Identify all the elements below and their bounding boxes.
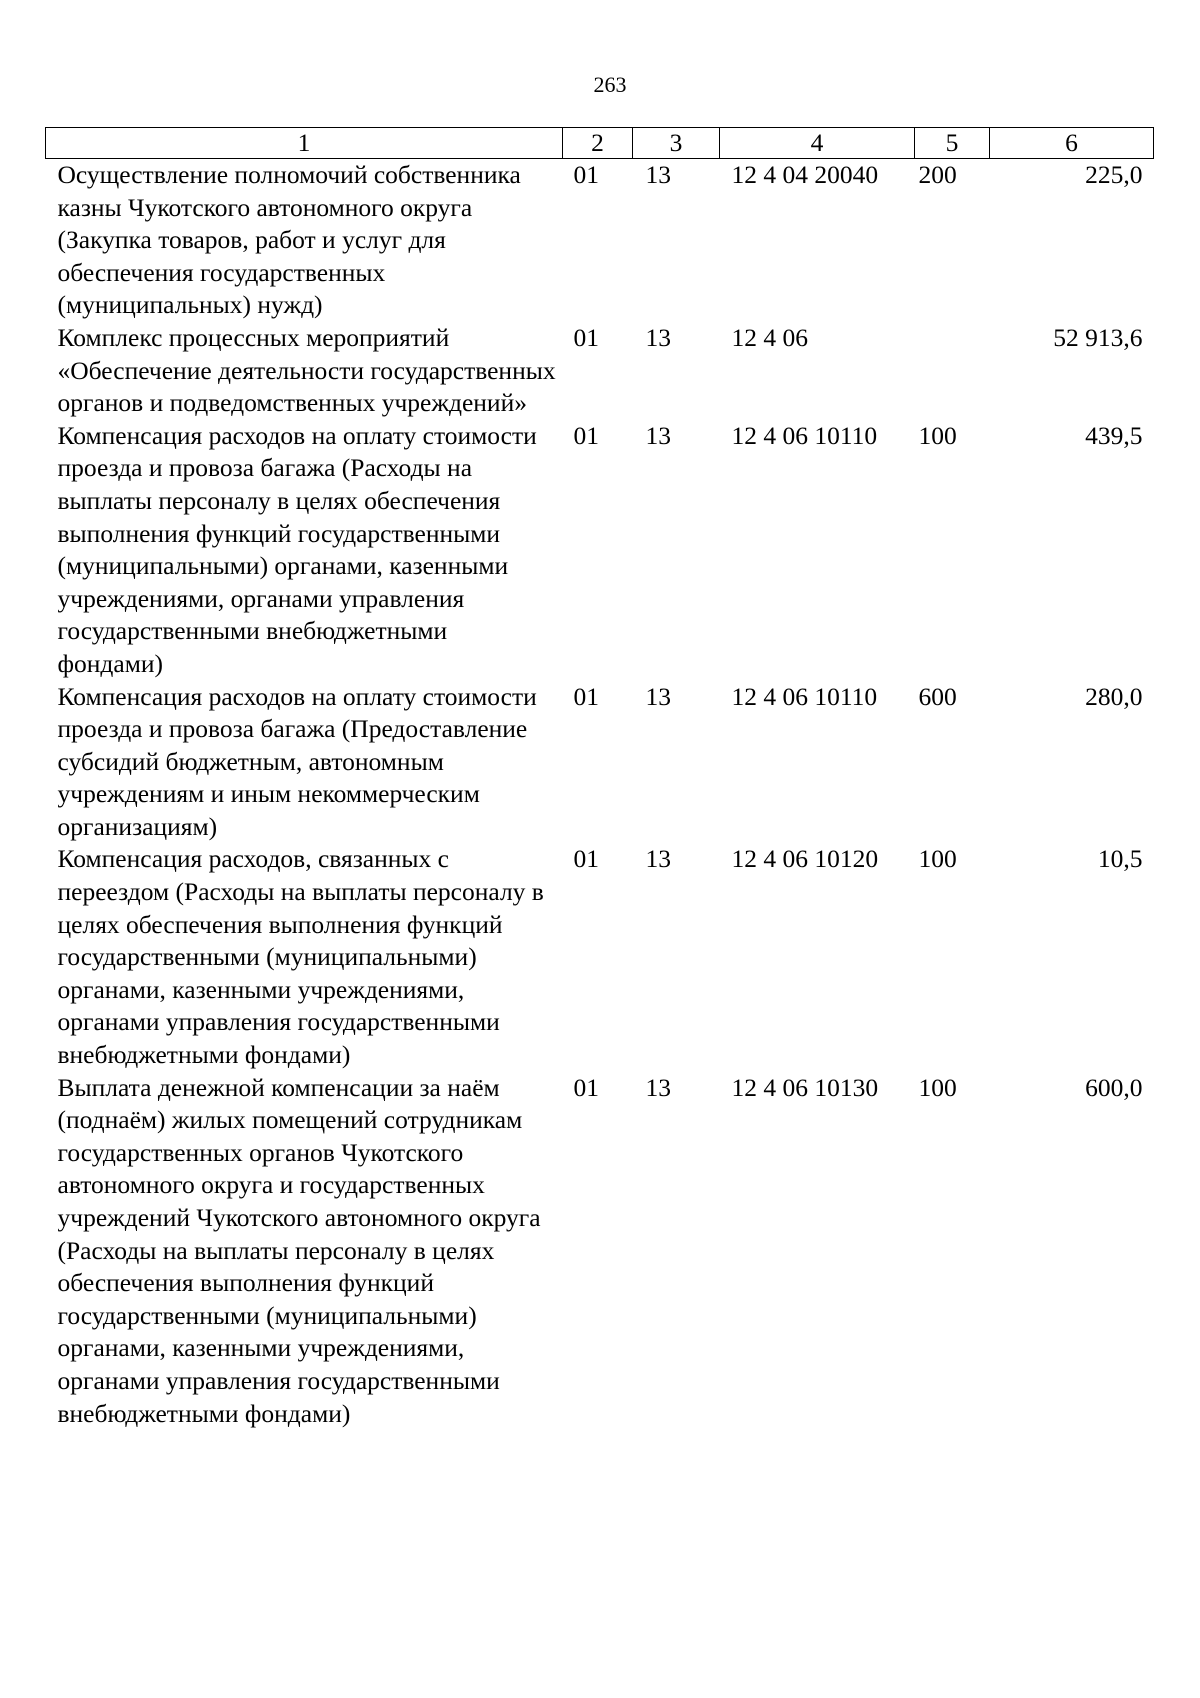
- row-target-item-code: 12 4 06 10110: [731, 420, 878, 450]
- table-row: [46, 420, 1154, 681]
- row-name: Компенсация расходов, связанных с переездом (Расходы на выплаты персоналу в целях обеспечения выполнения функций государственными (муниципальными) органами, казенными учреждениями, органами управления государственными внебюджетными фондами): [57, 844, 544, 1070]
- row-expense-type-code: [915, 322, 990, 420]
- column-header-3: 3: [633, 128, 720, 159]
- table-header: [46, 128, 1154, 159]
- row-name: Компенсация расходов на оплату стоимости проезда и провоза багажа (Расходы на выплаты персоналу в целях обеспечения выполнения функций государственными (муниципальными) органами, казенными учреждениями, органами управления государственными внебюджетными фондами): [57, 420, 537, 678]
- column-header-5: 5: [915, 128, 990, 159]
- row-name: Компенсация расходов на оплату стоимости проезда и провоза багажа (Предоставление субсидий бюджетным, автономным учреждениям и иным некоммерческим организациям): [57, 681, 537, 841]
- row-subsection-code: 13: [645, 844, 671, 874]
- row-section-code: 01: [573, 1072, 599, 1102]
- row-subsection-code: 13: [645, 322, 671, 352]
- row-expense-type-code: 200: [918, 160, 957, 189]
- table-body: [46, 159, 1154, 1431]
- row-name: Осуществление полномочий собственника казны Чукотского автономного округа (Закупка товаров, работ и услуг для обеспечения государственных (муниципальных) нужд): [57, 160, 521, 320]
- row-expense-type-code: 600: [918, 681, 957, 711]
- column-header-1: 1: [46, 128, 563, 159]
- budget-table: [45, 127, 1154, 1430]
- row-section-code: 01: [573, 160, 599, 189]
- row-target-item-code: 12 4 06 10110: [731, 681, 878, 711]
- row-amount: 52 913,6: [1053, 322, 1143, 352]
- table-row: [46, 1072, 1154, 1431]
- header-row: [46, 128, 1154, 159]
- row-subsection-code: 13: [645, 420, 671, 450]
- row-amount: 225,0: [1085, 160, 1143, 189]
- row-section-code: 01: [573, 420, 599, 450]
- table-row: [46, 843, 1154, 1071]
- row-amount: 10,5: [1097, 844, 1143, 874]
- table-row: [46, 159, 1154, 322]
- row-subsection-code: 13: [645, 160, 671, 189]
- row-target-item-code: 12 4 06 10130: [731, 1072, 879, 1102]
- page-number: 263: [593, 72, 627, 97]
- row-subsection-code: 13: [645, 1072, 671, 1102]
- column-header-4: 4: [720, 128, 915, 159]
- row-target-item-code: 12 4 06 10120: [731, 844, 879, 874]
- row-amount: 280,0: [1085, 681, 1143, 711]
- table-row: [46, 681, 1154, 844]
- row-target-item-code: 12 4 06: [731, 322, 808, 352]
- column-header-6: 6: [990, 128, 1154, 159]
- row-subsection-code: 13: [645, 681, 671, 711]
- row-section-code: 01: [573, 844, 599, 874]
- column-header-2: 2: [563, 128, 633, 159]
- row-name: Выплата денежной компенсации за наём (поднаём) жилых помещений сотрудникам государственных органов Чукотского автономного округа и государственных учреждений Чукотского автономного округа (Расходы на выплаты персоналу в целях обеспечения выполнения функций государственными (муниципальными) органами, казенными учреждениями, органами управления государственными внебюджетными фондами): [57, 1072, 541, 1428]
- row-expense-type-code: 100: [918, 844, 957, 874]
- row-expense-type-code: 100: [918, 420, 957, 450]
- row-section-code: 01: [573, 322, 599, 352]
- row-amount: 439,5: [1085, 420, 1143, 450]
- table-row: [46, 322, 1154, 420]
- row-name: Комплекс процессных мероприятий «Обеспечение деятельности государственных органов и подведомственных учреждений»: [57, 322, 556, 418]
- row-expense-type-code: 100: [918, 1072, 957, 1102]
- row-amount: 600,0: [1085, 1072, 1143, 1102]
- row-target-item-code: 12 4 04 20040: [731, 160, 879, 189]
- row-section-code: 01: [573, 681, 599, 711]
